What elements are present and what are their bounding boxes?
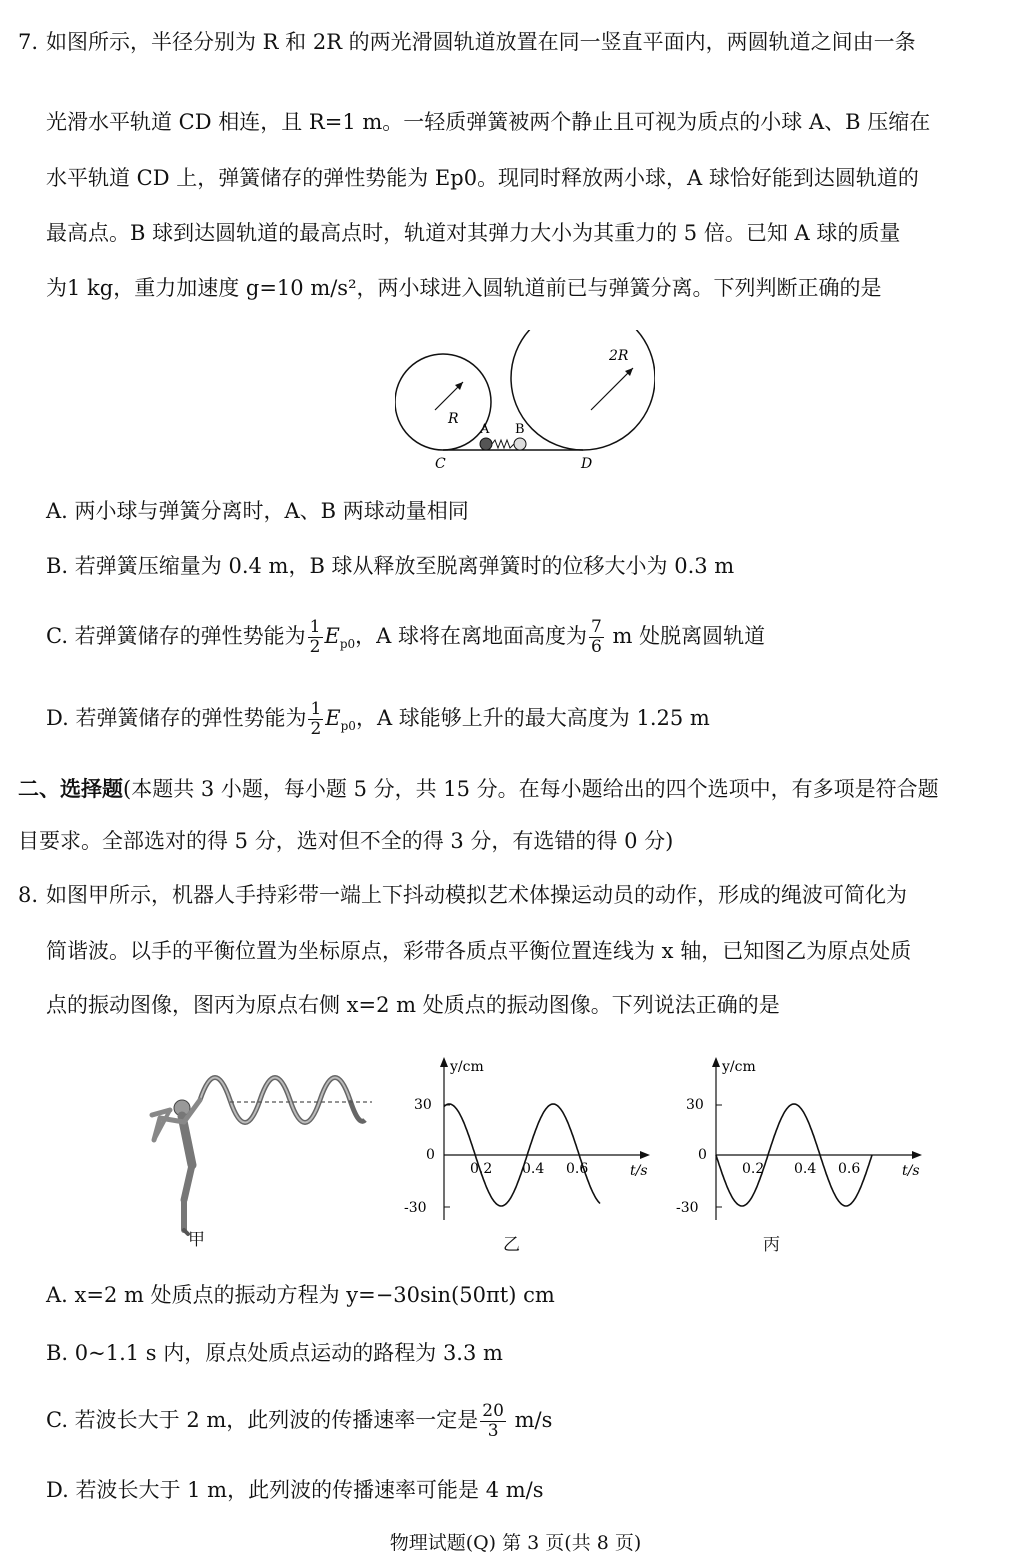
q8-graph-yi — [400, 1055, 660, 1230]
bing-ytick-neg30: -30 — [676, 1200, 699, 1216]
q7-option-d: D. 若弹簧储存的弹性势能为 $\frac{1}{2}$ $E_{p0}$，A 球能够上升的最大高度为 1.25 m — [46, 699, 710, 739]
q7-line-5: 为1 kg，重力加速度 g=10 m/s²，两小球进入圆轨道前已与弹簧分离。下列判断正确的是 — [46, 276, 882, 300]
q8-line-2: 简谐波。以手的平衡位置为坐标原点，彩带各质点平衡位置连线为 x 轴，已知图乙为原点处质 — [46, 939, 912, 963]
page-footer: 物理试题(Q) 第 3 页(共 8 页) — [389, 1532, 642, 1554]
q8-robot-figure — [140, 1070, 380, 1260]
bing-xtick-0.2: 0.2 — [742, 1161, 765, 1177]
label-yi: 乙 — [503, 1235, 520, 1255]
q7-line-1: 如图所示，半径分别为 R 和 2R 的两光滑圆轨道放置在同一竖直平面内，两圆轨道之间由一条 — [46, 30, 916, 54]
q8-option-a: A. x=2 m 处质点的振动方程为 y=−30sin(50πt) cm — [46, 1283, 555, 1307]
label-2r: 2R — [609, 348, 629, 364]
yi-ytick-0: 0 — [426, 1147, 435, 1163]
q7-line-4: 最高点。B 球到达圆轨道的最高点时，轨道对其弹力大小为其重力的 5 倍。已知 A 球的质量 — [46, 221, 901, 245]
q7-track-figure — [395, 330, 655, 480]
label-r: R — [448, 411, 459, 427]
label-c: C — [435, 456, 446, 472]
q7-option-a: A. 两小球与弹簧分离时，A、B 两球动量相同 — [46, 499, 469, 523]
label-b: B — [515, 422, 525, 437]
bing-ytick-0: 0 — [698, 1147, 707, 1163]
q7-option-c: C. 若弹簧储存的弹性势能为 $\frac{1}{2}$ $E_{p0}$，A 球将在离地面高度为 $\frac{7}{6}$ m 处脱离圆轨道 — [46, 617, 766, 657]
q8-line-1: 如图甲所示，机器人手持彩带一端上下抖动模拟艺术体操运动员的动作，形成的绳波可简化为 — [46, 883, 907, 907]
q8-option-b: B. 0~1.1 s 内，原点处质点运动的路程为 3.3 m — [46, 1341, 503, 1365]
q8-line-3: 点的振动图像，图丙为原点右侧 x=2 m 处质点的振动图像。下列说法正确的是 — [46, 993, 780, 1017]
yi-ytick-neg30: -30 — [404, 1200, 427, 1216]
label-d: D — [581, 456, 593, 472]
bing-ytick-30: 30 — [686, 1097, 704, 1113]
bing-ylabel: y/cm — [722, 1059, 756, 1075]
label-jia: 甲 — [188, 1230, 205, 1250]
q8-number: 8. — [18, 883, 39, 907]
ball-a — [480, 438, 492, 450]
q7-number: 7. — [18, 30, 39, 54]
yi-xtick-0.4: 0.4 — [522, 1161, 545, 1177]
q7-line-3: 水平轨道 CD 上，弹簧储存的弹性势能为 Ep0。现同时释放两小球，A 球恰好能到达圆轨道的 — [46, 166, 919, 190]
bing-xtick-0.6: 0.6 — [838, 1161, 861, 1177]
q7-line-2: 光滑水平轨道 CD 相连，且 R=1 m。一轻质弹簧被两个静止且可视为质点的小球 A、B 压缩在 — [46, 110, 931, 134]
bing-xtick-0.4: 0.4 — [794, 1161, 817, 1177]
label-a: A — [480, 422, 490, 437]
yi-ytick-30: 30 — [414, 1097, 432, 1113]
q7-option-b: B. 若弹簧压缩量为 0.4 m，B 球从释放至脱离弹簧时的位移大小为 0.3 m — [46, 554, 735, 578]
q8-graph-bing — [672, 1055, 932, 1230]
q8-option-c: C. 若波长大于 2 m，此列波的传播速率一定是 $\frac{20}{3}$ m/s — [46, 1401, 553, 1441]
section-2-header: 二、选择题(本题共 3 小题，每小题 5 分，共 15 分。在每小题给出的四个选项中，有多项是符合题 — [18, 776, 939, 801]
section-2-line-2: 目要求。全部选对的得 5 分，选对但不全的得 3 分，有选错的得 0 分) — [18, 829, 674, 853]
label-bing: 丙 — [763, 1235, 780, 1255]
bing-xlabel: t/s — [902, 1163, 920, 1179]
yi-ylabel: y/cm — [450, 1059, 484, 1075]
yi-xtick-0.2: 0.2 — [470, 1161, 493, 1177]
yi-xtick-0.6: 0.6 — [566, 1161, 589, 1177]
q8-option-d: D. 若波长大于 1 m，此列波的传播速率可能是 4 m/s — [46, 1478, 544, 1502]
yi-xlabel: t/s — [630, 1163, 648, 1179]
ball-b — [514, 438, 526, 450]
